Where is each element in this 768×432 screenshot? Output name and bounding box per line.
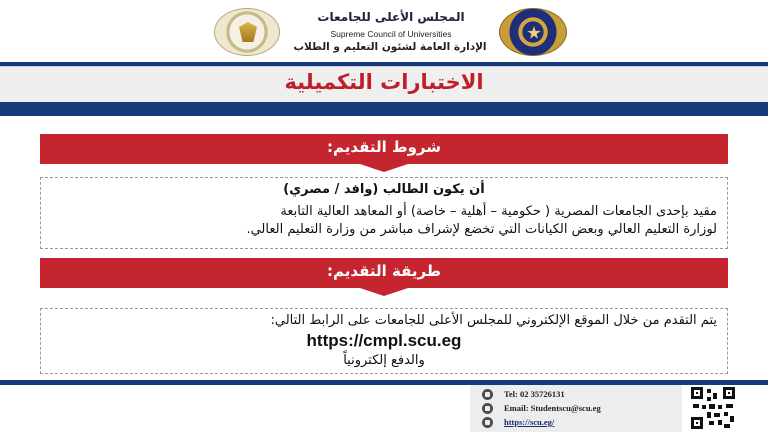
qr-code-icon xyxy=(690,386,736,430)
chevron-down-icon xyxy=(360,164,408,172)
requirements-line: مقيد بإحدى الجامعات المصرية ( حكومية – أهلية – خاصة) أو المعاهد العالية التابعة xyxy=(280,204,717,219)
scu-seal-logo xyxy=(499,8,567,56)
contact-website-row xyxy=(482,417,682,429)
globe-icon xyxy=(482,417,493,428)
requirements-heading: شروط التقديم: xyxy=(327,138,441,156)
application-url-link[interactable]: https://cmpl.scu.eg xyxy=(306,331,462,350)
payment-note: والدفع إلكترونياً xyxy=(343,353,425,368)
chevron-down-icon xyxy=(360,288,408,296)
application-box xyxy=(40,308,728,374)
application-instruction: يتم التقدم من خلال الموقع الإلكتروني للمجلس الأعلى للجامعات على الرابط التالي: xyxy=(270,313,717,328)
requirements-box xyxy=(40,177,728,249)
contact-website-link[interactable]: https://scu.eg/ xyxy=(504,417,555,427)
requirements-headline: أن يكون الطالب (وافد / مصري) xyxy=(283,182,485,197)
contact-email-row xyxy=(482,403,682,415)
eagle-icon xyxy=(239,22,257,42)
application-heading-bar xyxy=(40,258,728,288)
page-title: الاختبارات التكميلية xyxy=(284,70,484,94)
email-icon xyxy=(482,403,493,414)
org-name-english: Supreme Council of Universities xyxy=(330,29,452,39)
contact-phone: Tel: 02 35726131 xyxy=(504,389,565,399)
phone-icon xyxy=(482,389,493,400)
department-name: الإدارة العامة لشئون التعليم و الطلاب xyxy=(293,41,487,53)
title-divider xyxy=(0,102,768,116)
star-icon xyxy=(527,26,541,40)
requirements-heading-bar xyxy=(40,134,728,164)
org-name-arabic: المجلس الأعلى للجامعات xyxy=(317,10,465,24)
egypt-emblem-logo xyxy=(214,8,280,56)
contact-email[interactable]: Email: Studentscu@scu.eg xyxy=(504,403,601,413)
contact-phone-row xyxy=(482,389,682,401)
application-heading: طريقة التقديم: xyxy=(327,262,441,280)
requirements-line: لوزارة التعليم العالي وبعض الكيانات التي تخضع لإشراف مباشر من وزارة التعليم العالي. xyxy=(246,222,717,237)
